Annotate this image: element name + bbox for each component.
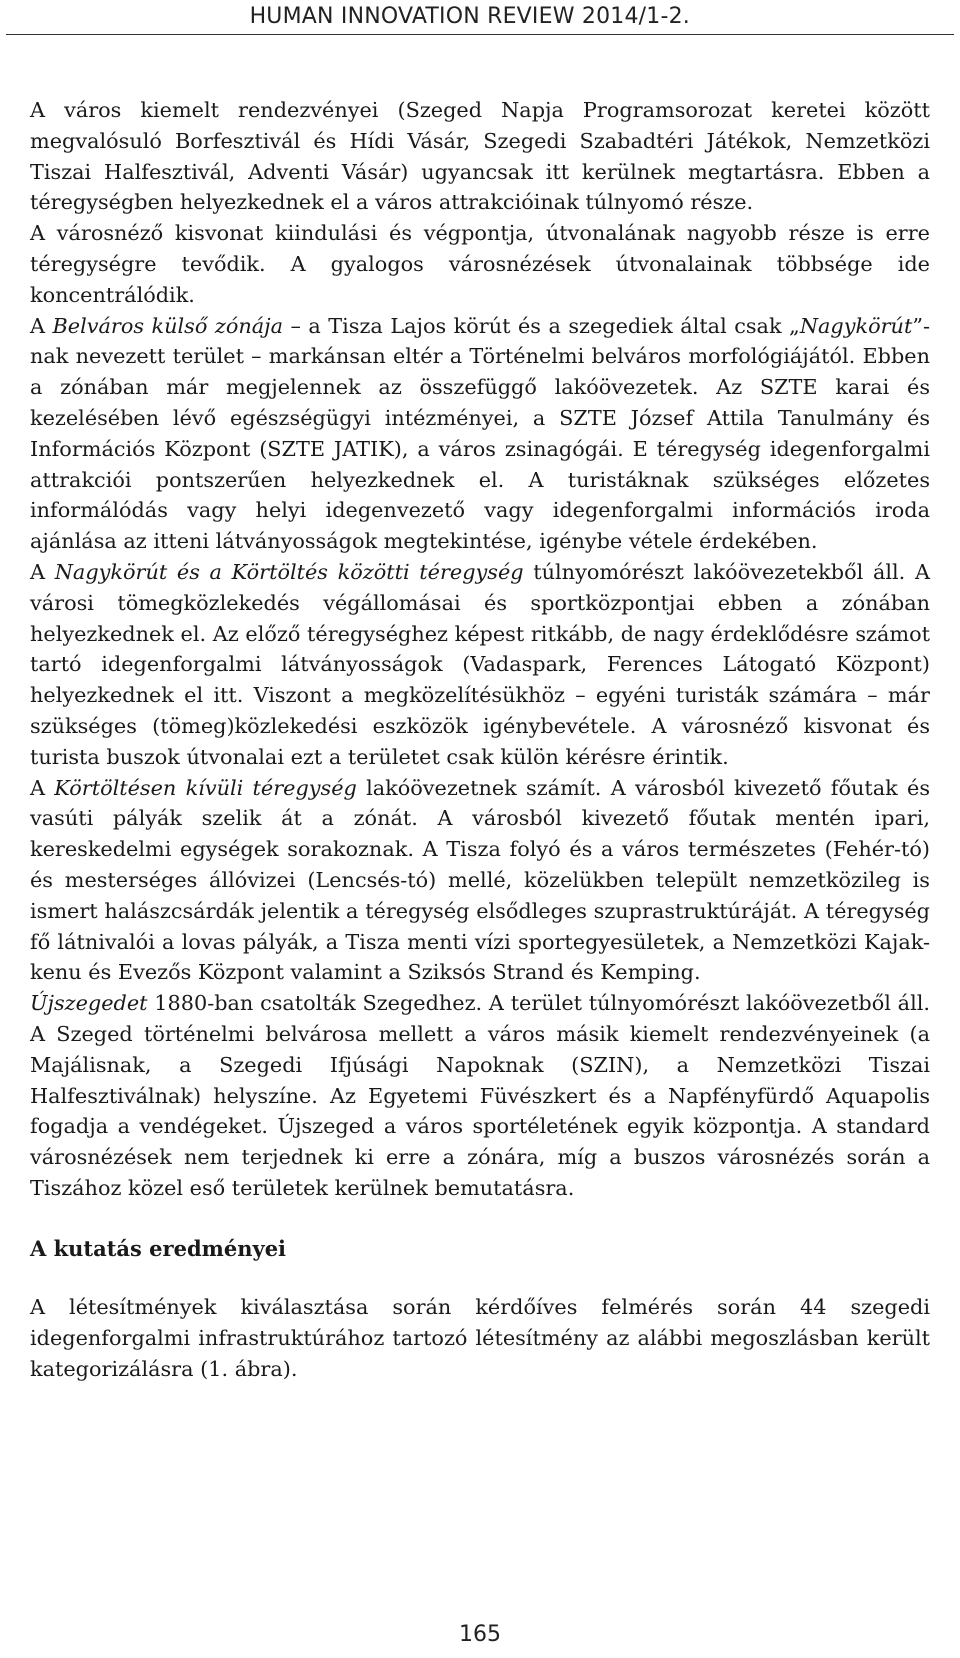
paragraph-results: A létesítmények kiválasztása során kérdőíves felmérés során 44 szegedi idegenforgalmi infrastruktúrához tartozó létesítmény az alábbi megoszlásban került kategorizálásra (1. ábra). [30, 1295, 930, 1382]
header-rule [6, 34, 954, 35]
emphasis-term: Körtöltésen kívüli téregység [54, 775, 357, 800]
emphasis-term: Nagykörút és a Körtöltés közötti téregység [54, 559, 524, 584]
text-run: ”-nak nevezett terület – markánsan eltér a Történelmi belváros morfológiájától. Ebben a zónában már megjelennek az összefüggő lakóövezetek. Az SZTE karai és kezelésében lévő egészségügyi intézményei, a SZTE József Attila Tanulmány és Információs Központ (SZTE JATIK), a város zsinagógái. E téregység idegenforgalmi attrakciói pontszerűen helyezkednek el. A turistáknak szükséges előzetes informálódás vagy helyi idegenvezető vagy idegenforgalmi információs iroda ajánlása az itteni látványosságok megtekintése, igénybe vétele érdekében. [30, 313, 930, 554]
paragraph-ring-road-zone [30, 557, 930, 773]
text-run: túlnyomórészt lakóövezetekből áll. A városi tömegközlekedés végállomásai és sportközpontjai ebben a zónában helyezkednek el. Az előző téregységhez képest ritkább, de nagy érdeklődésre számot tartó idegenforgalmi látványosságok (Vadaspark, Ferences Látogató Központ) helyezkednek el itt. Viszont a megközelítésükhöz – egyéni turisták számára – már szükséges (tömeg)közlekedési eszközök igénybevétele. A városnéző kisvonat és turista buszok útvonalai ezt a területet csak külön kérésre érintik. [30, 559, 930, 769]
text-run: – a Tisza Lajos körút és a szegediek által csak „ [283, 313, 800, 338]
text-run: lakóövezetnek számít. A városból kivezető főutak és vasúti pályák szelik át a zónát. A városból kivezető főutak mentén ipari, kereskedelmi egységek sorakoznak. A Tisza folyó és a város természetes (Fehér-tó) és mesterséges állóvizei (Lencsés-tó) mellé, közelükben települt nemzetközileg is ismert halászcsárdák jelentik a téregység elsődleges szuprastruktúráját. A téregység fő látnivalói a lovas pályák, a Tisza menti vízi sportegyesületek, a Nemzetközi Kajak-kenu és Evezős Központ valamint a Sziksós Strand és Kemping. [30, 775, 930, 985]
text-run: A [30, 559, 55, 584]
text-run: A [30, 775, 55, 800]
running-head: HUMAN INNOVATION REVIEW 2014/1-2. [249, 4, 690, 29]
emphasis-term: Nagykörút [799, 313, 913, 338]
text-run: A [30, 313, 53, 338]
paragraph-outer-zone [30, 773, 930, 989]
paragraph-outer-downtown [30, 311, 930, 557]
paragraph-ujszeged [30, 988, 930, 1204]
emphasis-term: Újszegedet [30, 991, 148, 1016]
emphasis-term: Belváros külső zónája [52, 313, 283, 338]
section-heading: A kutatás eredményei [30, 1235, 287, 1261]
paragraph-tourist-train: A városnéző kisvonat kiindulási és végpontja, útvonalának nagyobb része is erre téregységre tevődik. A gyalogos városnézések útvonalainak többsége ide koncentrálódik. [30, 221, 930, 307]
page-number: 165 [459, 1622, 501, 1647]
document-body [30, 95, 930, 1385]
text-run: 1880-ban csatolták Szegedhez. A terület túlnyomórészt lakóövezetből áll. A Szeged történelmi belvárosa mellett a város másik kiemelt rendezvényeinek (a Majálisnak, a Szegedi Ifjúsági Napoknak (SZIN), a Nemzetközi Tiszai Halfesztiválnak) helyszíne. Az Egyetemi Füvészkert és a Napfényfürdő Aquapolis fogadja a vendégeket. Újszeged a város sportéletének egyik központja. A standard városnézések nem terjednek ki erre a zónára, míg a buszos városnézés során a Tiszához közel eső területek kerülnek bemutatásra. [30, 991, 930, 1200]
paragraph-events: A város kiemelt rendezvényei (Szeged Napja Programsorozat keretei között megvalósuló Borfesztivál és Hídi Vásár, Szegedi Szabadtéri Játékok, Nemzetközi Tiszai Halfesztivál, Adventi Vásár) ugyancsak itt kerülnek megtartásra. Ebben a téregységben helyezkednek el a város attrakcióinak túlnyomó része. [30, 98, 930, 215]
